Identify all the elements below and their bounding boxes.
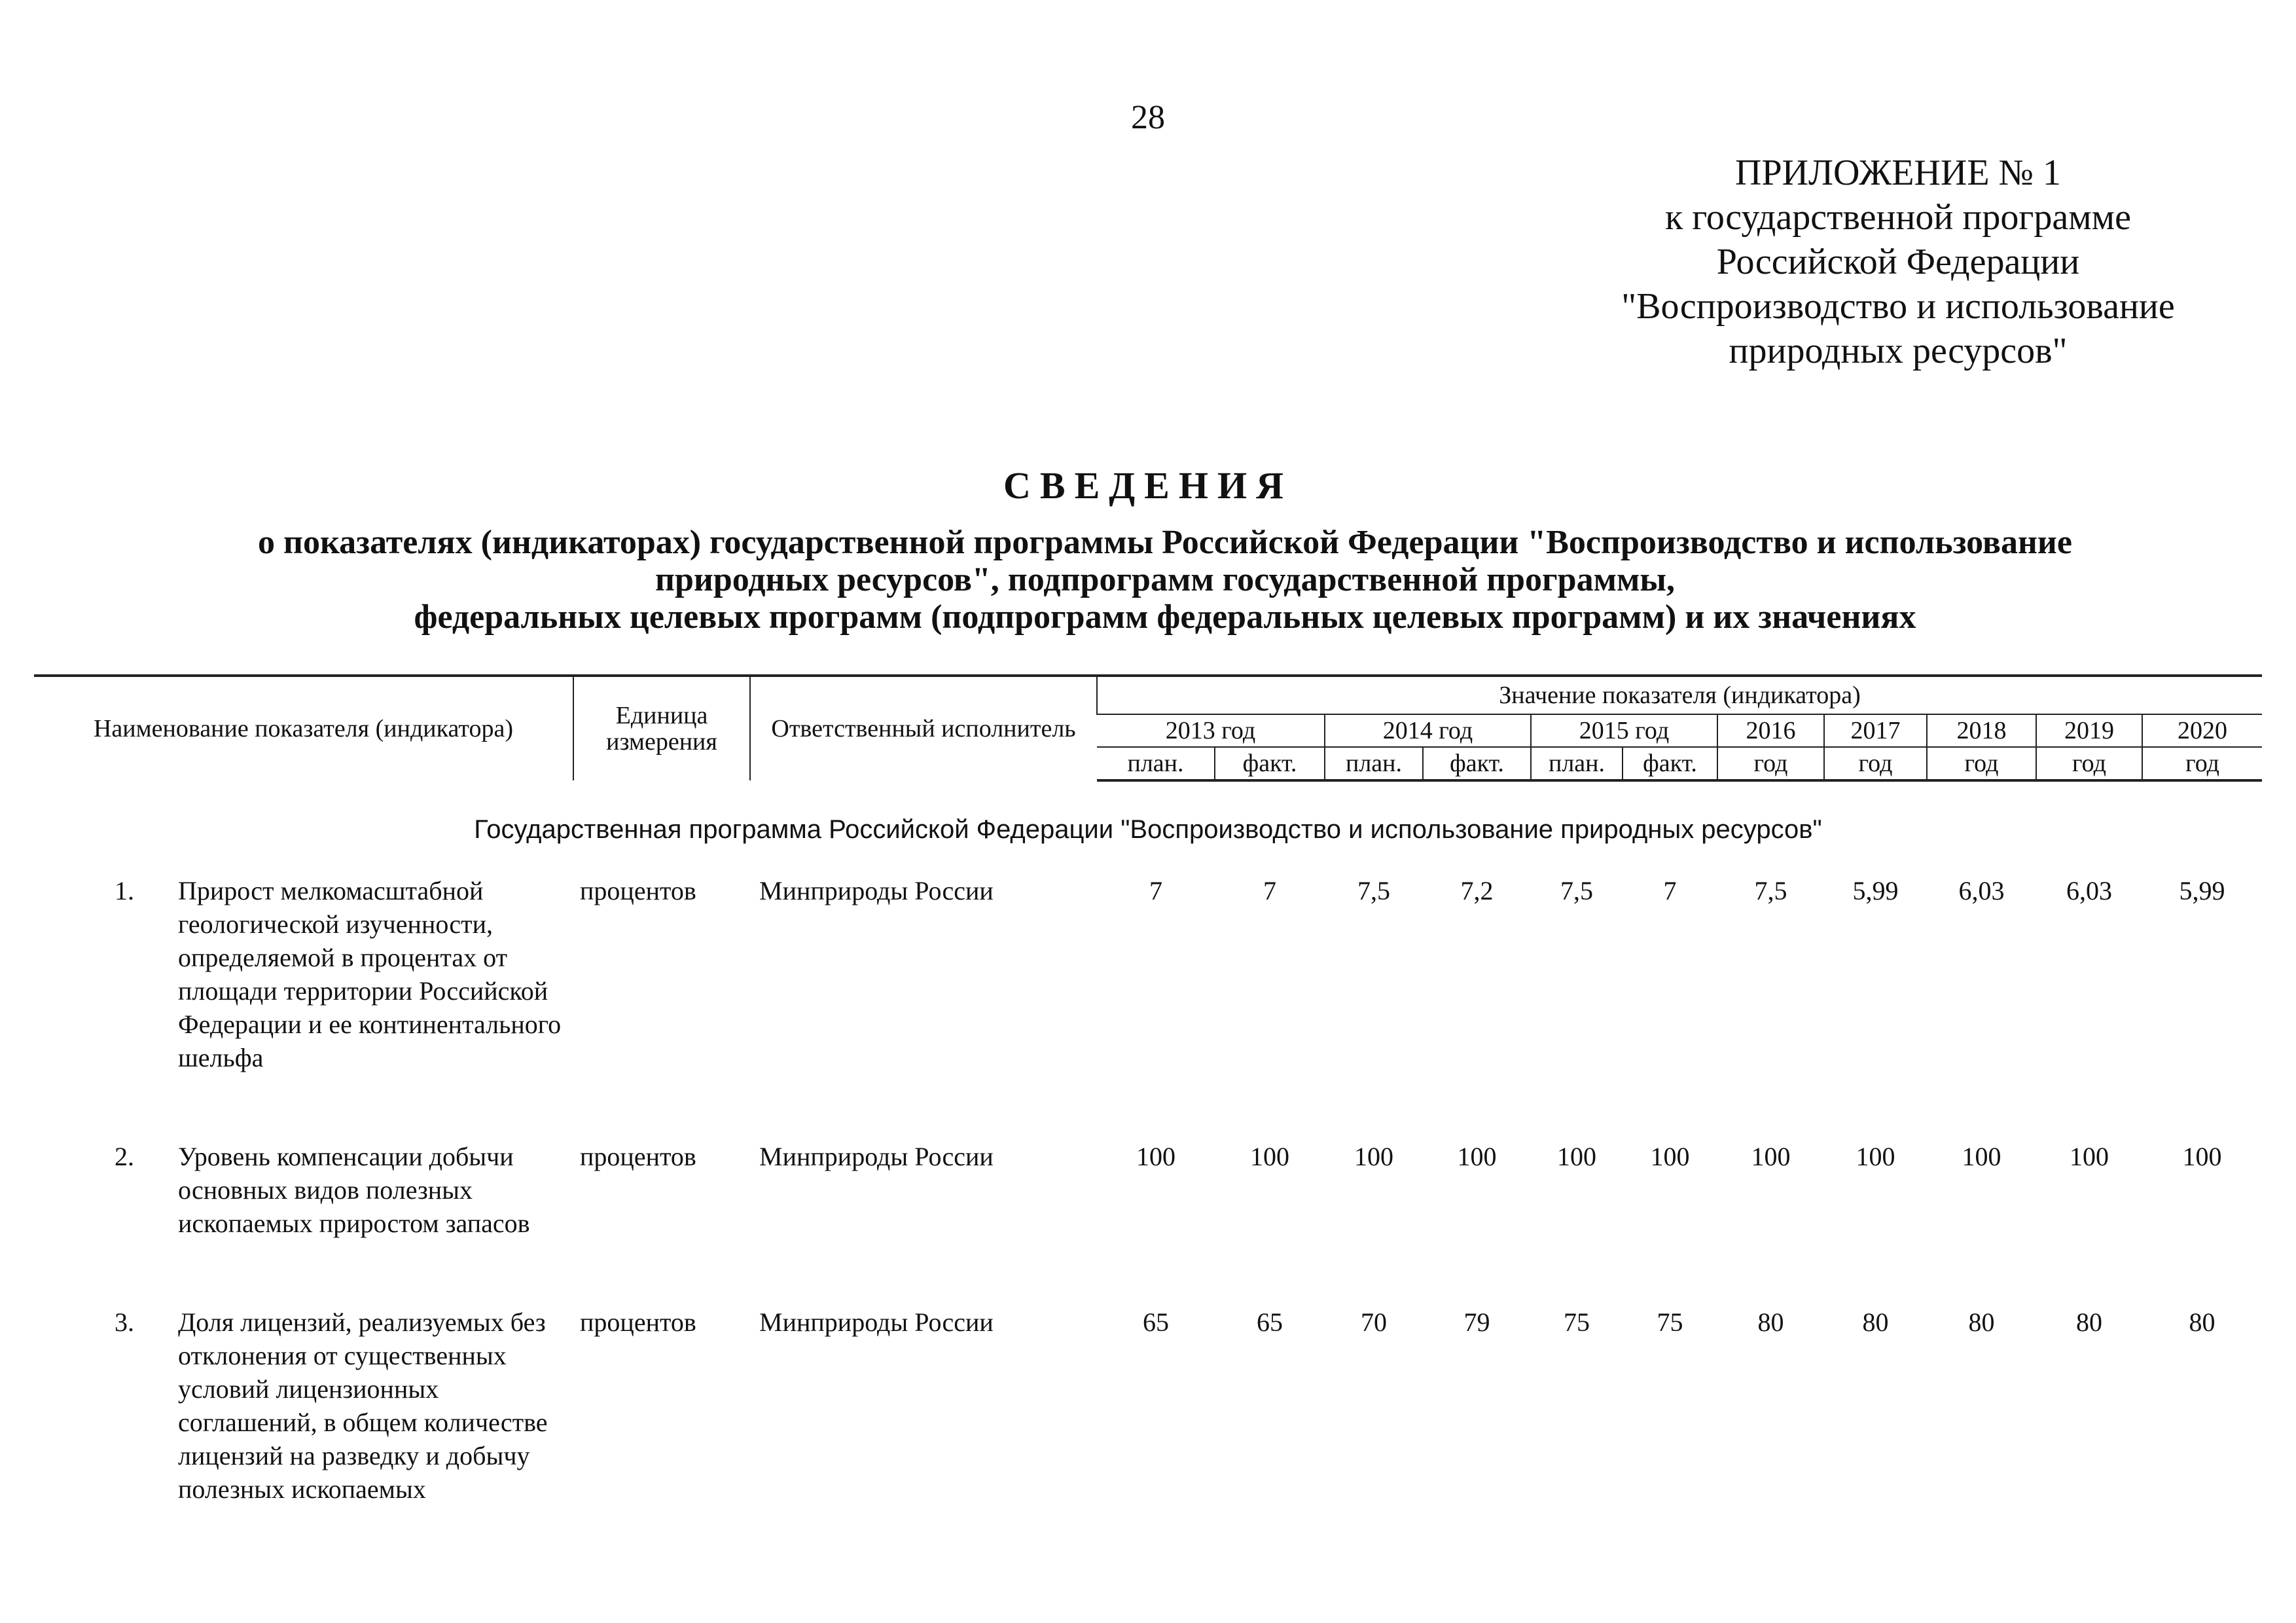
header-name: Наименование показателя (индикатора) (34, 676, 573, 780)
header-fact: факт. (1215, 747, 1325, 780)
header-year-2014: 2014 год (1325, 714, 1531, 747)
indicator-value: 6,03 (1958, 876, 2005, 905)
header-unit: Единица измерения (573, 676, 750, 780)
indicator-value: 80 (2189, 1307, 2215, 1337)
header-fact: факт. (1423, 747, 1531, 780)
indicator-value: 6,03 (2066, 876, 2112, 905)
header-god: год (2036, 747, 2142, 780)
indicator-value: 79 (1463, 1307, 1490, 1337)
indicator-unit: процентов (580, 1142, 696, 1171)
row-number: 3. (115, 1307, 134, 1337)
header-god: год (1927, 747, 2036, 780)
indicator-value: 100 (1354, 1142, 1393, 1171)
table-row (34, 1140, 2262, 1305)
indicator-value: 7 (1263, 876, 1276, 905)
page-number: 28 (1131, 99, 1165, 136)
indicator-value: 7,5 (1560, 876, 1593, 905)
indicator-value: 80 (1968, 1307, 1995, 1337)
indicator-value: 100 (1250, 1142, 1289, 1171)
header-plan: план. (1325, 747, 1423, 780)
appendix-line: ПРИЛОЖЕНИЕ № 1 (1735, 153, 2061, 193)
document-title: СВЕДЕНИЯ (1003, 464, 1293, 507)
indicator-table-body (34, 874, 2262, 1571)
table-row (34, 1305, 2262, 1571)
indicator-value: 5,99 (2179, 876, 2225, 905)
header-plan: план. (1531, 747, 1623, 780)
header-year-2019: 2019 (2036, 714, 2142, 747)
indicator-value: 100 (1751, 1142, 1791, 1171)
indicator-value: 100 (1136, 1142, 1175, 1171)
appendix-block (1505, 151, 2291, 373)
indicator-value: 75 (1564, 1307, 1590, 1337)
indicator-table-header (34, 674, 2262, 782)
indicator-value: 100 (1650, 1142, 1690, 1171)
table-row (34, 874, 2262, 1140)
indicator-value: 100 (2182, 1142, 2222, 1171)
indicator-value: 5,99 (1852, 876, 1899, 905)
appendix-line: природных ресурсов" (1729, 331, 2068, 371)
subtitle-line: природных ресурсов", подпрограмм государственной программы, (655, 561, 1676, 598)
indicator-unit: процентов (580, 876, 696, 905)
indicator-value: 7,5 (1754, 876, 1787, 905)
indicator-value: 65 (1143, 1307, 1169, 1337)
header-year-2015: 2015 год (1531, 714, 1717, 747)
header-year-2017: 2017 (1824, 714, 1927, 747)
indicator-value: 100 (1856, 1142, 1895, 1171)
row-number: 1. (115, 876, 134, 905)
indicator-name: Прирост мелкомасштабной геологической изученности, определяемой в процентах от площади территории Российской Федерации и ее континентального шельфа (178, 876, 562, 1072)
subtitle-line: о показателях (индикаторах) государственной программы Российской Федерации "Воспроизводство и использование (258, 524, 2072, 561)
header-year-2020: 2020 (2142, 714, 2262, 747)
appendix-line: "Воспроизводство и использование (1621, 286, 2175, 327)
indicator-value: 7 (1149, 876, 1162, 905)
indicator-value: 7,5 (1357, 876, 1390, 905)
header-god: год (2142, 747, 2262, 780)
document-subtitle (98, 524, 2232, 636)
indicator-value: 100 (1457, 1142, 1497, 1171)
section-title: Государственная программа Российской Федерации "Воспроизводство и использование природных ресурсов" (474, 815, 1822, 844)
indicator-value: 100 (1962, 1142, 2001, 1171)
header-executor: Ответственный исполнитель (750, 676, 1097, 780)
indicator-value: 65 (1257, 1307, 1283, 1337)
header-plan: план. (1097, 747, 1215, 780)
indicator-unit: процентов (580, 1307, 696, 1337)
indicator-name: Уровень компенсации добычи основных видов полезных ископаемых приростом запасов (178, 1142, 530, 1238)
indicator-name: Доля лицензий, реализуемых без отклонения от существенных условий лицензионных соглашений, в общем количестве лицензий на разведку и добычу полезных ископаемых (178, 1307, 548, 1504)
indicator-value: 80 (1862, 1307, 1889, 1337)
header-year-2018: 2018 (1927, 714, 2036, 747)
indicator-executor: Минприроды России (759, 876, 994, 905)
indicator-value: 80 (2076, 1307, 2102, 1337)
indicator-executor: Минприроды России (759, 1307, 994, 1337)
header-fact: факт. (1623, 747, 1717, 780)
appendix-line: Российской Федерации (1716, 242, 2080, 282)
subtitle-line: федеральных целевых программ (подпрограмм федеральных целевых программ) и их значениях (414, 598, 1916, 636)
indicator-value: 80 (1757, 1307, 1784, 1337)
header-year-2013: 2013 год (1097, 714, 1325, 747)
indicator-value: 75 (1657, 1307, 1683, 1337)
indicator-value: 70 (1361, 1307, 1387, 1337)
appendix-line: к государственной программе (1665, 197, 2131, 238)
indicator-value: 7 (1663, 876, 1677, 905)
indicator-executor: Минприроды России (759, 1142, 994, 1171)
indicator-value: 100 (1557, 1142, 1596, 1171)
indicator-value: 7,2 (1460, 876, 1494, 905)
header-god: год (1824, 747, 1927, 780)
header-god: год (1717, 747, 1824, 780)
indicator-value: 100 (2070, 1142, 2109, 1171)
row-number: 2. (115, 1142, 134, 1171)
header-value-group: Значение показателя (индикатора) (1097, 676, 2262, 714)
header-year-2016: 2016 (1717, 714, 1824, 747)
